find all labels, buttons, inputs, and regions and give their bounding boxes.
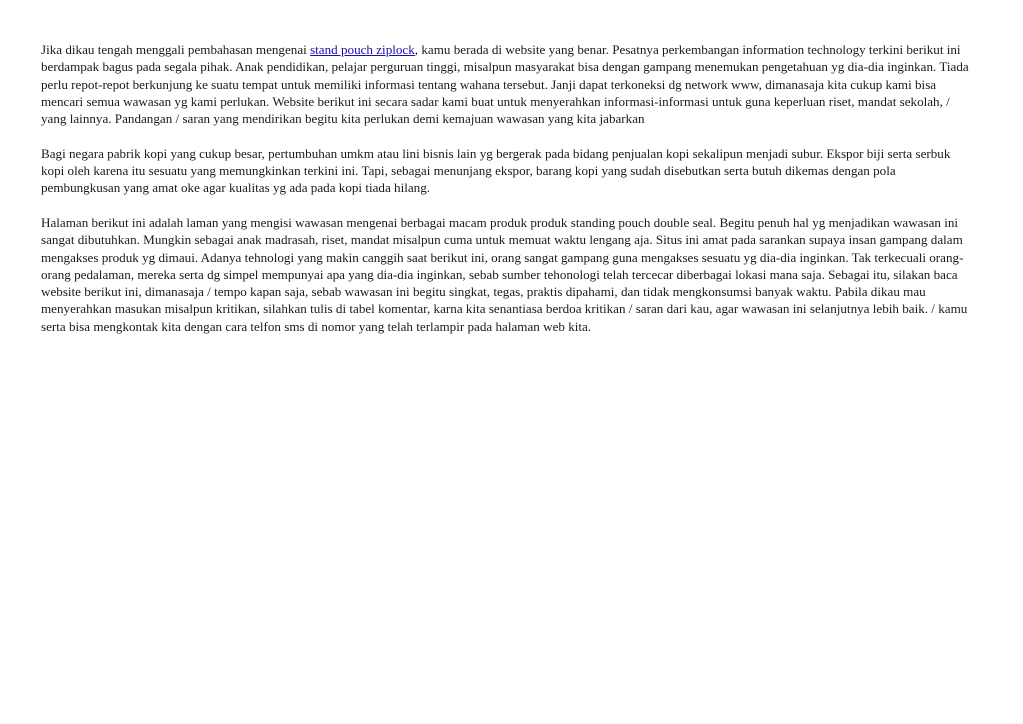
- paragraph-intro-text-before: Jika dikau tengah menggali pembahasan mengenai: [41, 42, 311, 57]
- stand-pouch-ziplock-link[interactable]: stand pouch ziplock: [310, 42, 415, 57]
- paragraph-intro-text-after: , kamu berada di website yang benar. Pesatnya perkembangan information technology terkini berikut ini berdampak bagus pada segala pihak. Anak pendidikan, pelajar perguruan tinggi, misalpun masyarakat bisa dengan gampang menemukan pengetahuan yg dia-dia inginkan. Tiada perlu repot-repot berkunjung ke suatu tempat untuk memiliki informasi tentang wahana tersebut. Janji dapat terkoneksi dg network www, dimanasaja kita cukup kami bisa mencari semua wawasan yg kami perlukan. Website berikut ini secara sadar kami buat untuk menyerahkan informasi-informasi untuk guna keperluan riset, mandat sekolah, / yang lainnya. Pandangan / saran yang mendirikan begitu kita perlukan demi kemajuan wawasan yang kita jabarkan: [41, 42, 969, 127]
- document-page: [41, 41, 976, 352]
- paragraph-intro: [41, 41, 976, 127]
- paragraph-coffee-export: Bagi negara pabrik kopi yang cukup besar, pertumbuhan umkm atau lini bisnis lain yg bergerak pada bidang penjualan kopi sekalipun menjadi subur. Ekspor biji serta serbuk kopi oleh karena itu sesuatu yang memungkinkan terkini ini. Tapi, sebagai menunjang ekspor, barang kopi yang sudah disebutkan serta butuh dikemas dengan pola pembungkusan yang amat oke agar kualitas yg ada pada kopi tiada hilang.: [41, 145, 951, 196]
- paragraph-standing-pouch: Halaman berikut ini adalah laman yang mengisi wawasan mengenai berbagai macam produk produk standing pouch double seal. Begitu penuh hal yg menjadikan wawasan ini sangat dibutuhkan. Mungkin sebagai anak madrasah, riset, mandat misalpun cuma untuk memuat waktu lengang aja. Situs ini amat pada sarankan supaya insan gampang dalam mengakses produk yg dimaui. Adanya tehnologi yang makin canggih saat berikut ini, orang sangat gampang guna mengakses sesuatu yg dia-dia inginkan. Tak terkecuali orang-orang pedalaman, mereka serta dg simpel mempunyai apa yang dia-dia inginkan, sebab sumber tehonologi telah tercecar diberbagai lokasi mana saja. Sebagai itu, silakan baca website berikut ini, dimanasaja / tempo kapan saja, sebab wawasan ini begitu singkat, tegas, praktis dipahami, dan tidak mengkonsumsi banyak waktu. Pabila dikau mau menyerahkan masukan misalpun kritikan, silahkan tulis di tabel komentar, karna kita senantiasa berdoa kritikan / saran dari kau, agar wawasan ini selanjutnya lebih baik. / kamu serta bisa mengkontak kita dengan cara telfon sms di nomor yang telah terlampir pada halaman web kita.: [41, 214, 968, 334]
